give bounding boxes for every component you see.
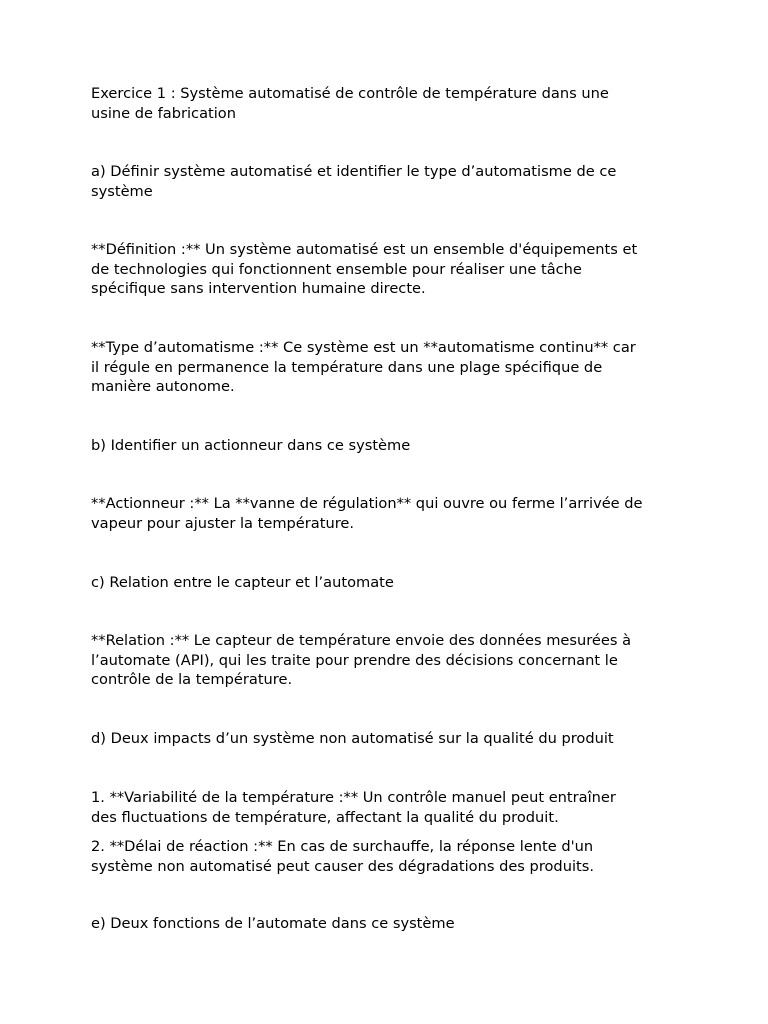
question-c: c) Relation entre le capteur et l’automate <box>91 574 394 591</box>
answer-relation: **Relation :** Le capteur de température envoie des données mesurées à l’automate (API), qui les traite pour prendre des décisions concernant le contrôle de la température. <box>91 632 632 689</box>
exercise-title: Exercice 1 : Système automatisé de contrôle de température dans une usine de fabrication <box>91 85 609 122</box>
question-d: d) Deux impacts d’un système non automatisé sur la qualité du produit <box>91 730 614 747</box>
answer-definition: **Définition :** Un système automatisé est un ensemble d'équipements et de technologies qui fonctionnent ensemble pour réaliser une tâche spécifique sans intervention humaine directe. <box>91 241 638 298</box>
answer-automation-type: **Type d’automatisme :** Ce système est un **automatisme continu** car il régule en permanence la température dans une plage spécifique de manière autonome. <box>91 339 636 396</box>
answer-impact-1: 1. **Variabilité de la température :** Un contrôle manuel peut entraîner des fluctuations de température, affectant la qualité du produit. <box>91 789 616 826</box>
question-b: b) Identifier un actionneur dans ce système <box>91 437 411 454</box>
question-e: e) Deux fonctions de l’automate dans ce système <box>91 915 455 932</box>
answer-actuator: **Actionneur :** La **vanne de régulation** qui ouvre ou ferme l’arrivée de vapeur pour ajuster la température. <box>91 495 643 532</box>
question-a: a) Définir système automatisé et identifier le type d’automatisme de ce système <box>91 163 617 200</box>
answer-impact-2: 2. **Délai de réaction :** En cas de surchauffe, la réponse lente d'un système non automatisé peut causer des dégradations des produits. <box>91 838 594 875</box>
